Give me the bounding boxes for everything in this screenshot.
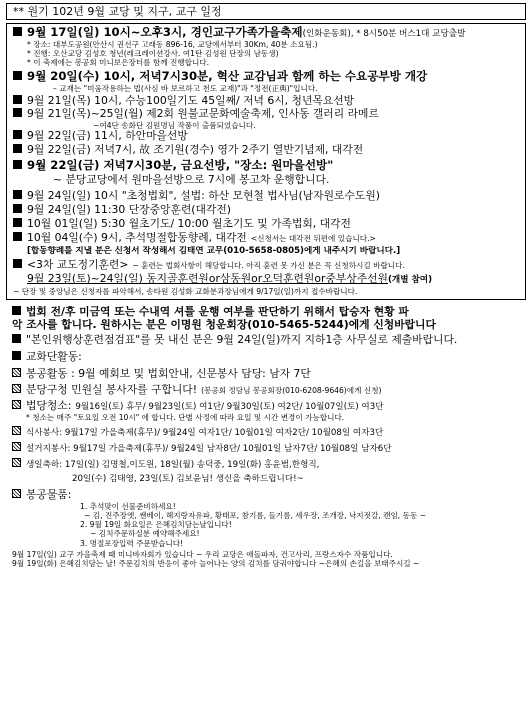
notice-note: 3. 명절포장입력 주문받습니다!: [80, 538, 184, 548]
notice-note: 9월 19일(화) 은혜김치담는 날! 주문김치의 반응이 좋아 늘어나는 양의 김치를 담궈야합니다 ~은혜의 손길을 보태주시길 ~: [12, 558, 420, 568]
hatched-bullet-icon: [12, 458, 21, 467]
notice-text: 봉공물품:: [26, 489, 72, 502]
notice-item: [12, 334, 522, 347]
square-bullet-icon: [13, 108, 22, 117]
square-bullet-icon: [13, 204, 22, 213]
notice-item: 20일(수) 김태영, 23일(토) 김보윤님! 생신을 축하드립니다!~: [72, 473, 304, 484]
event-suffix: (인화운동회), * 8시50분 버스1대 교당출발: [302, 29, 466, 39]
notices-section: [6, 300, 526, 568]
square-bullet-icon: [12, 306, 21, 315]
event-note: <신청서는 대각전 뒤편에 있습니다.>: [250, 233, 376, 243]
notice-item: [12, 306, 522, 318]
event-item: [13, 204, 521, 217]
square-bullet-icon: [12, 334, 21, 343]
square-bullet-icon: [13, 144, 22, 153]
event-item: [13, 218, 521, 231]
event-note: ~ 단장 및 중앙님은 신청자를 파악해서, 송타원 김성화 교화분과장님에게 9/17일(일)까지 접수바랍니다.: [13, 287, 358, 297]
notice-note: 9월 17일(일) 교구 가을축제 때 미니바자회가 있습니다 ~ 우리 교당은 애들파자, 건고사리, 프랑스자수 작품입니다.: [12, 549, 393, 559]
event-note: * 진행: 오산교당 김성호 청년(레크레이션강사. 여1탄 김성원 단장의 남동생): [27, 49, 279, 59]
notice-text: 설거지봉사: 9월17일 가을축제(휴무)/ 9월24일 남자8단/ 10월01일 남자7단/ 10월08일 남자6단: [26, 444, 392, 455]
hatched-bullet-icon: [12, 384, 21, 393]
event-text: 9월 21일(목)~25일(월) 제2회 원불교문화예술축제, 인사동 갤러리 라메르: [27, 108, 379, 121]
event-text: 9월 21일(목) 10시, 수능100일기도 45일째/ 저녁 6시, 청년목요선방: [27, 95, 355, 108]
square-bullet-icon: [13, 71, 22, 80]
square-bullet-icon: [13, 95, 22, 104]
event-text: 9월 24일(일) 10시 "초청법회", 설법: 하산 모현철 법사님(남자원로수도원): [27, 190, 380, 203]
event-note: [13, 273, 521, 286]
event-item: [13, 95, 521, 108]
notice-item: [12, 368, 522, 381]
notice-item: 악 조사를 합니다. 원하시는 분은 이명원 청운회장(010-5465-5244)에게 신청바랍니다: [12, 318, 436, 331]
event-item: [13, 190, 521, 203]
event-item: [13, 159, 521, 173]
schedule-header: [6, 3, 526, 20]
event-text: 10월 04일(수) 9시, 추석명절합동향례, 대각전: [27, 231, 247, 244]
event-item: [13, 144, 521, 157]
hatched-bullet-icon: [12, 442, 21, 451]
event-item: [13, 26, 521, 40]
square-bullet-icon: [13, 190, 22, 199]
notice-note: (봉공회 정담님 봉공회장(010-6208-9646)에게 신청): [201, 385, 382, 395]
event-note: * 장소: 대부도공원(안산시 권선구 고래동 896-16, 교당에서부터 30Km, 40분 소요됨.): [27, 39, 318, 49]
event-note: ~ 분당교당에서 원마을선방으로 7시에 봉고차 운행합니다.: [53, 174, 330, 187]
notice-item: [12, 400, 522, 413]
event-item: [13, 130, 521, 143]
notice-text: "본인위행상훈련점검표"를 못 내신 분은 9월 24일(일)까지 지하1층 사무실로 제출바랍니다.: [26, 333, 458, 346]
event-text: 9월 22일(금) 11시, 하안마을선방: [27, 130, 188, 143]
event-text: <3차 교도정기훈련>: [27, 259, 129, 272]
notice-item: [12, 458, 522, 470]
event-note: * 이 축제에는 봉공회 미니보은장터를 함께 진행합니다.: [27, 58, 210, 68]
square-bullet-icon: [13, 259, 22, 268]
event-item: [13, 108, 521, 121]
notice-item: [12, 384, 522, 397]
hatched-bullet-icon: [12, 426, 21, 435]
square-bullet-icon: [13, 27, 22, 36]
notice-note: ~ 김치주문하실분 예약해주세요!: [90, 529, 200, 539]
hatched-bullet-icon: [12, 489, 21, 498]
event-item: [13, 70, 521, 84]
notice-text: 식사봉사: 9월17일 가을축제(휴무)/ 9월24일 여자1단/ 10월01일 여자2단/ 10월08일 여자3단: [26, 427, 384, 438]
notice-text: 교화단활동:: [26, 350, 82, 363]
event-sub-text: (개별 참여): [387, 275, 433, 286]
event-item: [13, 232, 521, 245]
square-bullet-icon: [13, 130, 22, 139]
notice-item: [12, 351, 522, 364]
notice-text: 9월16일(토) 휴무/ 9월23일(토) 여1단/ 9월30일(토) 여2단/ 10월07일(토) 여3단: [75, 401, 384, 412]
notice-text: 생일축하: 17일(일) 김명철,이도원, 18일(월) 송덕중, 19일(화) 홍윤범,한형직,: [26, 460, 320, 471]
notice-note: * 청소는 매주 "토요일 오전 10시" 에 합니다. 단별 사정에 따라 요일 및 시간 변경이 가능합니다.: [26, 412, 345, 422]
event-note: [합동향례를 지낼 분은 신청서 작성해서 김태연 교무(010-5658-0805)에게 내주시기 바랍니다.]: [27, 245, 401, 256]
square-bullet-icon: [12, 351, 21, 360]
notice-note: 2. 9월 19일 화요일은 은혜김치담는날입니다!: [80, 520, 232, 530]
square-bullet-icon: [13, 160, 22, 169]
hatched-bullet-icon: [12, 368, 21, 377]
hatched-bullet-icon: [12, 400, 21, 409]
event-text: 9월 22일(금) 저녁7시, 故 조기원(경수) 영가 2주기 열반기념제, 대각전: [27, 144, 364, 157]
schedule-box: [6, 23, 526, 300]
square-bullet-icon: [13, 218, 22, 227]
event-text: 9월 17일(일) 10시~오후3시, 경인교구가족가을축제: [27, 26, 303, 39]
event-note: ~ 훈련는 법회사항이 해당합니다. 아직 훈련 못 가신 분은 꼭 신청하시길 바랍니다.: [132, 261, 405, 271]
notice-text: 봉공활동 : 9월 예회보 및 법회안내, 신문봉사 담당: 남자 7단: [26, 367, 311, 380]
event-sub-text: 9월 23일(토)~24일(일) 동지골훈련원or삼동원or오덕훈련원or중부상주선원: [27, 273, 388, 286]
notice-note: 1. 추석맞이 선물준비하세요!: [80, 502, 176, 512]
schedule-title: ** 원기 102년 9월 교당 및 지구, 교구 일정: [13, 5, 222, 18]
event-note: ~여4단 송화단 김원명님 작품이 출품되었습니다.: [93, 121, 256, 131]
square-bullet-icon: [13, 232, 22, 241]
event-item: [13, 259, 521, 272]
notice-label: 법당청소:: [26, 399, 72, 412]
notice-item: [12, 489, 522, 502]
notice-note: ~ 김, 진주장엣, 쌘베이, 헤지랑자유파, 황태포, 참기름, 들기름, 세우장, 조개장, 낙지젓갈, 캔임, 동동 ~: [84, 511, 427, 521]
event-text: 10월 01일(일) 5:30 월초기도/ 10:00 월초기도 및 가족법회, 대각전: [27, 217, 351, 230]
event-text: 9월 22일(금) 저녁7시30분, 금요선방, "장소: 원마을선방": [27, 159, 334, 173]
notice-item: [12, 442, 522, 454]
event-text: 9월 20일(수) 10시, 저녁7시30분, 혁산 교감님과 함께 하는 수요공부방 개강: [27, 70, 428, 84]
notice-item: [12, 426, 522, 438]
event-text: 9월 24일(일) 11:30 단장중앙훈련(대각전): [27, 203, 232, 216]
notice-text: 법회 전/후 미금역 또는 수내역 셔틀 운행 여부를 판단하기 위해서 탑승자 현황 파: [26, 306, 409, 319]
event-note: – 교재는 "미움작용하는 법(사심 바 보르하고 천도 교재)"과 "정전(正典)"입니다.: [53, 84, 318, 94]
notice-text: 분당구청 민원실 봉사자를 구합니다!: [26, 383, 198, 396]
